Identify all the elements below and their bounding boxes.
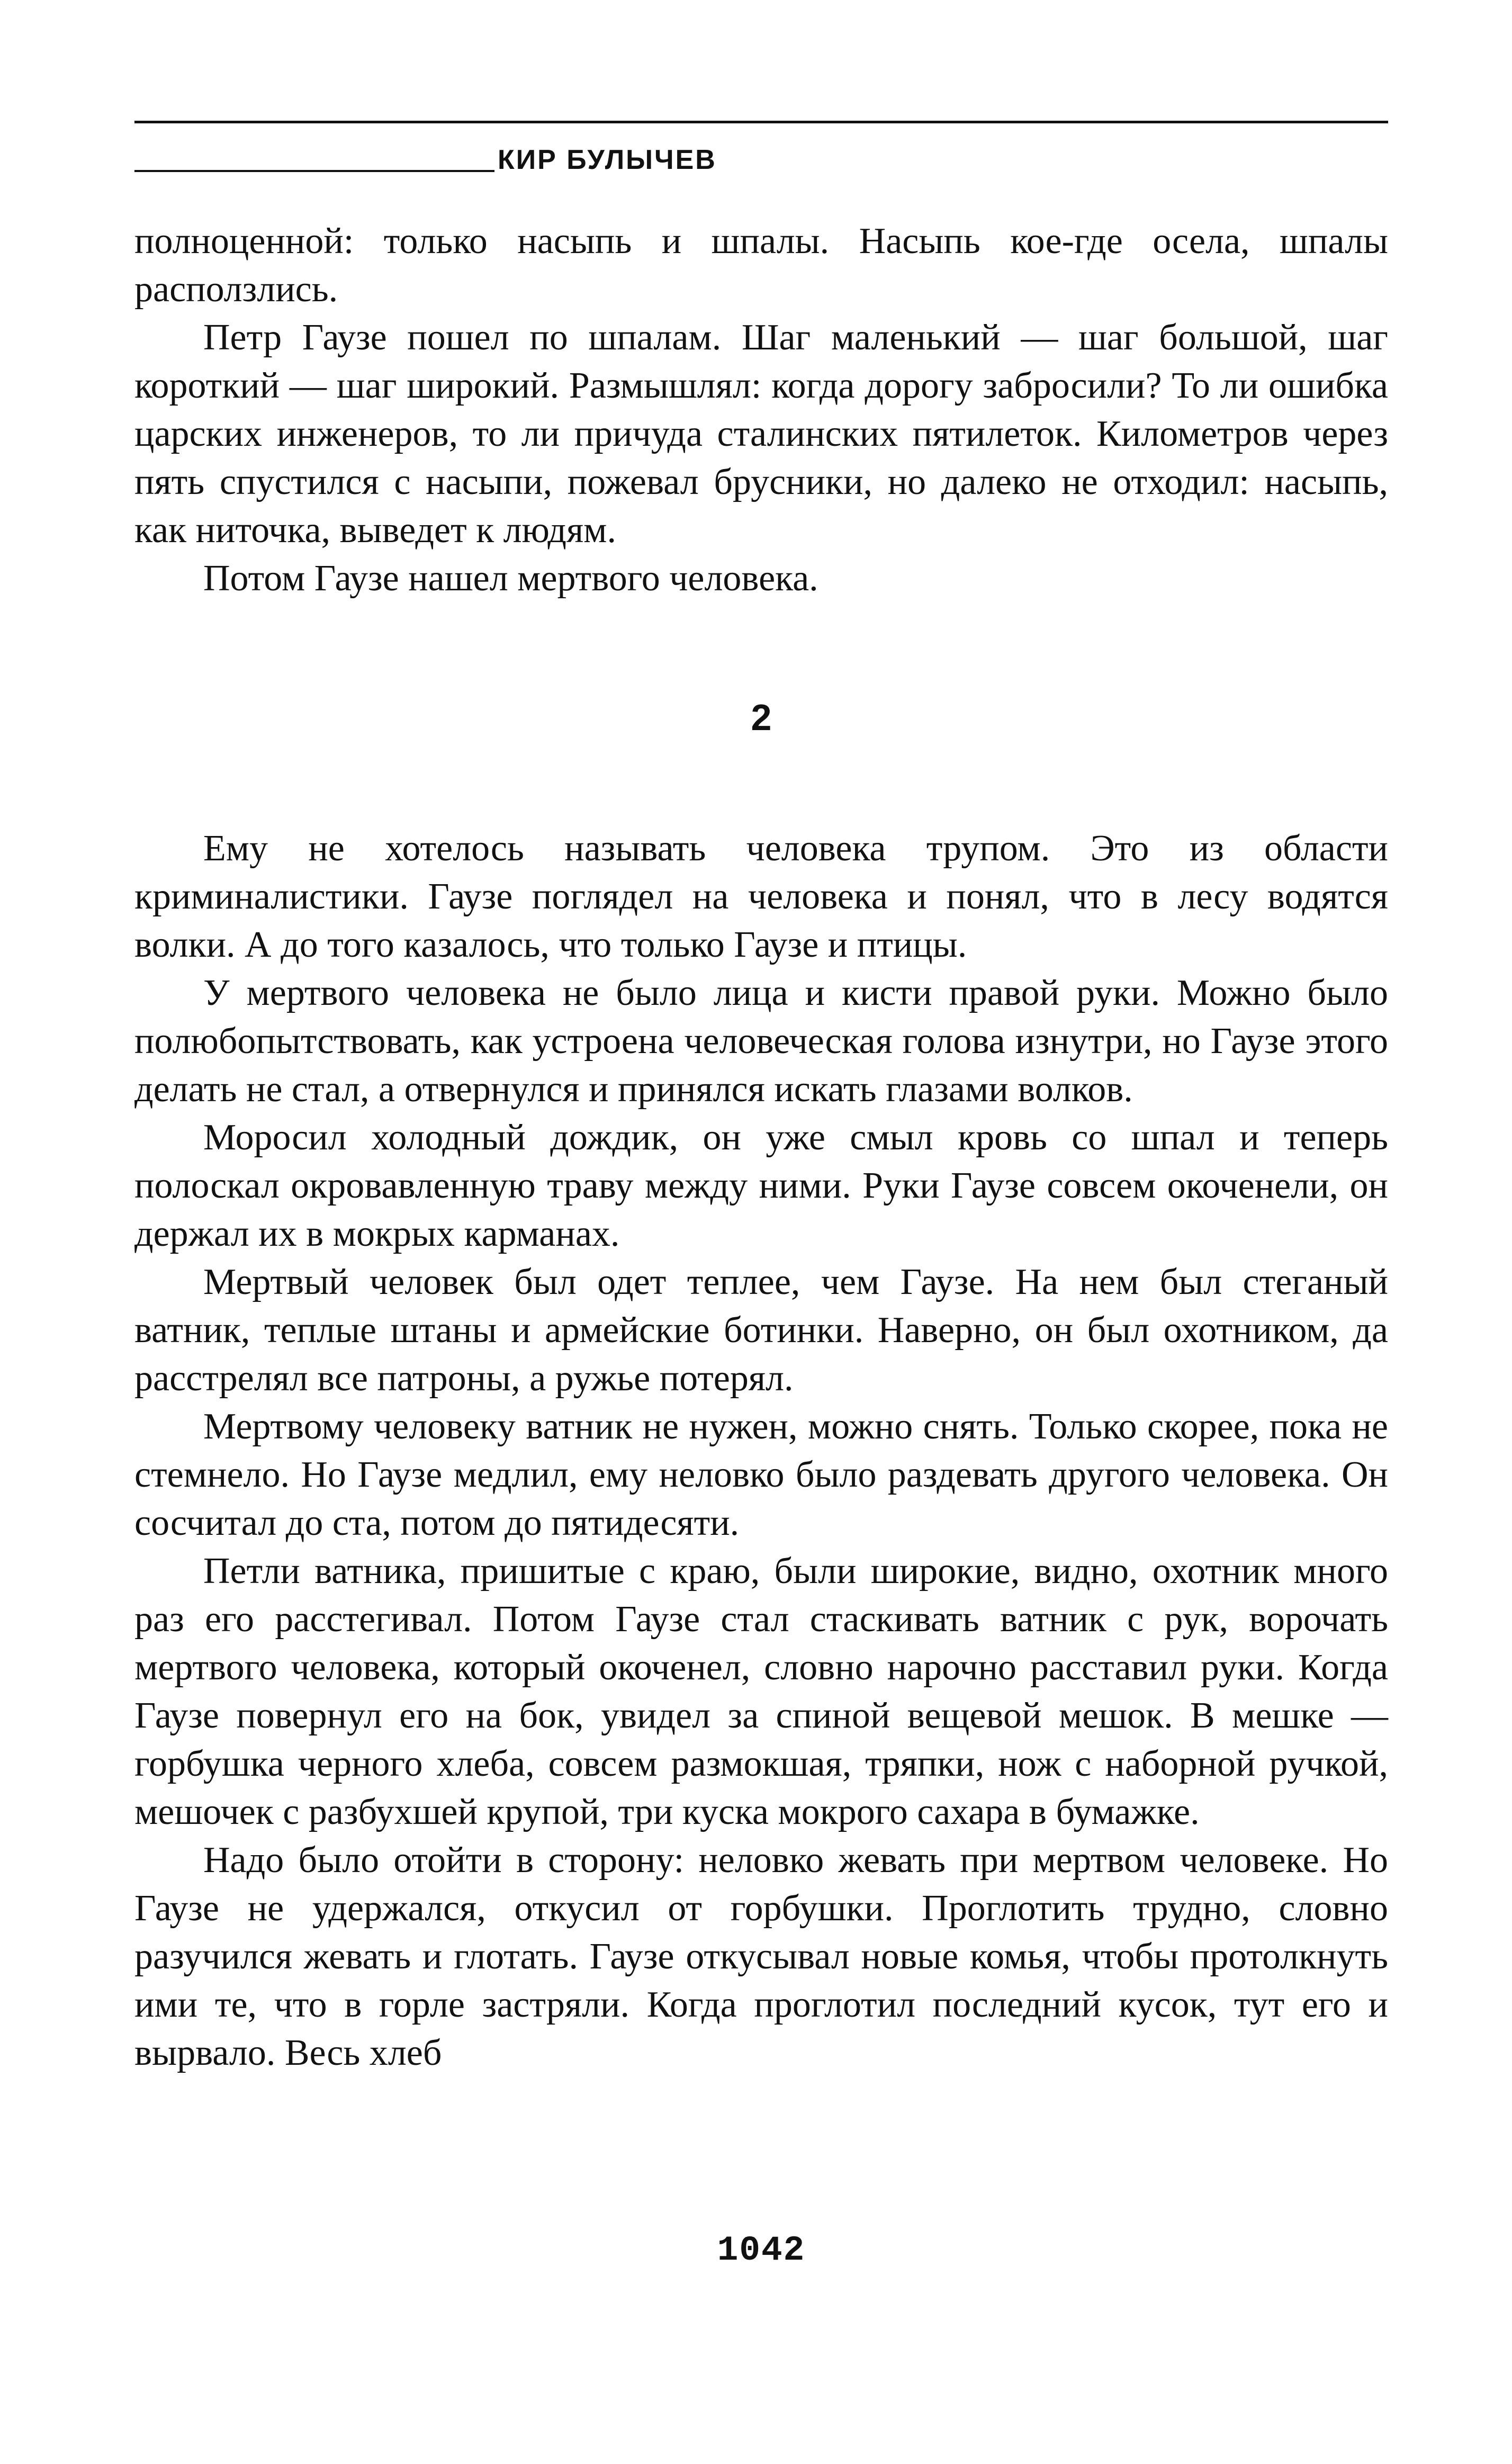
body-text — [134, 217, 1388, 2077]
chapter-number: 2 — [751, 697, 772, 738]
paragraph: Петр Гаузе пошел по шпалам. Шаг маленький — шаг большой, шаг короткий — шаг широкий. Размышлял: когда дорогу забросили? То ли ошибка царских инженеров, то ли причуда сталинских пятилеток. Километров через пять спустился с насыпи, пожевал брусники, но далеко не отходил: насыпь, как ниточка, выведет к людям. — [134, 317, 1388, 551]
header-rule-short — [134, 170, 494, 172]
paragraph: Мертвый человек был одет теплее, чем Гаузе. На нем был стеганый ватник, теплые штаны и армейские ботинки. Наверно, он был охотником, да расстрелял все патроны, а ружье потерял. — [134, 1262, 1388, 1399]
header-rule-top — [134, 121, 1388, 123]
paragraph: Надо было отойти в сторону: неловко жевать при мертвом человеке. Но Гаузе не удержался, откусил от горбушки. Проглотить трудно, словно разучился жевать и глотать. Гаузе откусывал новые комья, чтобы протолкнуть ими те, что в горле застряли. Когда проглотил последний кусок, тут его и вырвало. Весь хлеб — [134, 1840, 1388, 2073]
book-page — [134, 0, 1388, 2464]
paragraph: Петли ватника, пришитые с краю, были широкие, видно, охотник много раз его расстегивал. Потом Гаузе стал стаскивать ватник с рук, ворочать мертвого человека, который окоченел, словно нарочно расставил руки. Когда Гаузе повернул его на бок, увидел за спиной вещевой мешок. В мешке — горбушка черного хлеба, совсем размокшая, тряпки, нож с наборной ручкой, мешочек с разбухшей крупой, три куска мокрого сахара в бумажке. — [134, 1551, 1388, 1832]
paragraph: У мертвого человека не было лица и кисти правой руки. Можно было полюбопытствовать, как устроена человеческая голова изнутри, но Гаузе этого делать не стал, а отвернулся и принялся искать глазами волков. — [134, 973, 1388, 1110]
paragraph: полноценной: только насыпь и шпалы. Насыпь кое-где осела, шпалы расползлись. — [134, 221, 1388, 310]
paragraph: Ему не хотелось называть человека трупом. Это из области криминалистики. Гаузе поглядел на человека и понял, что в лесу водятся волки. А до того казалось, что только Гаузе и птицы. — [134, 828, 1388, 965]
paragraph: Моросил холодный дождик, он уже смыл кровь со шпал и теперь полоскал окровавленную траву между ними. Руки Гаузе совсем окоченели, он держал их в мокрых карманах. — [134, 1117, 1388, 1254]
paragraph: Потом Гаузе нашел мертвого человека. — [203, 558, 818, 599]
page-number: 1042 — [717, 2231, 806, 2270]
paragraph: Мертвому человеку ватник не нужен, можно снять. Только скорее, пока не стемнело. Но Гаузе медлил, ему неловко было раздевать другого человека. Он сосчитал до ста, потом до пятидесяти. — [134, 1406, 1388, 1543]
running-title: КИР БУЛЫЧЕВ — [498, 145, 717, 175]
running-header — [134, 121, 1388, 179]
